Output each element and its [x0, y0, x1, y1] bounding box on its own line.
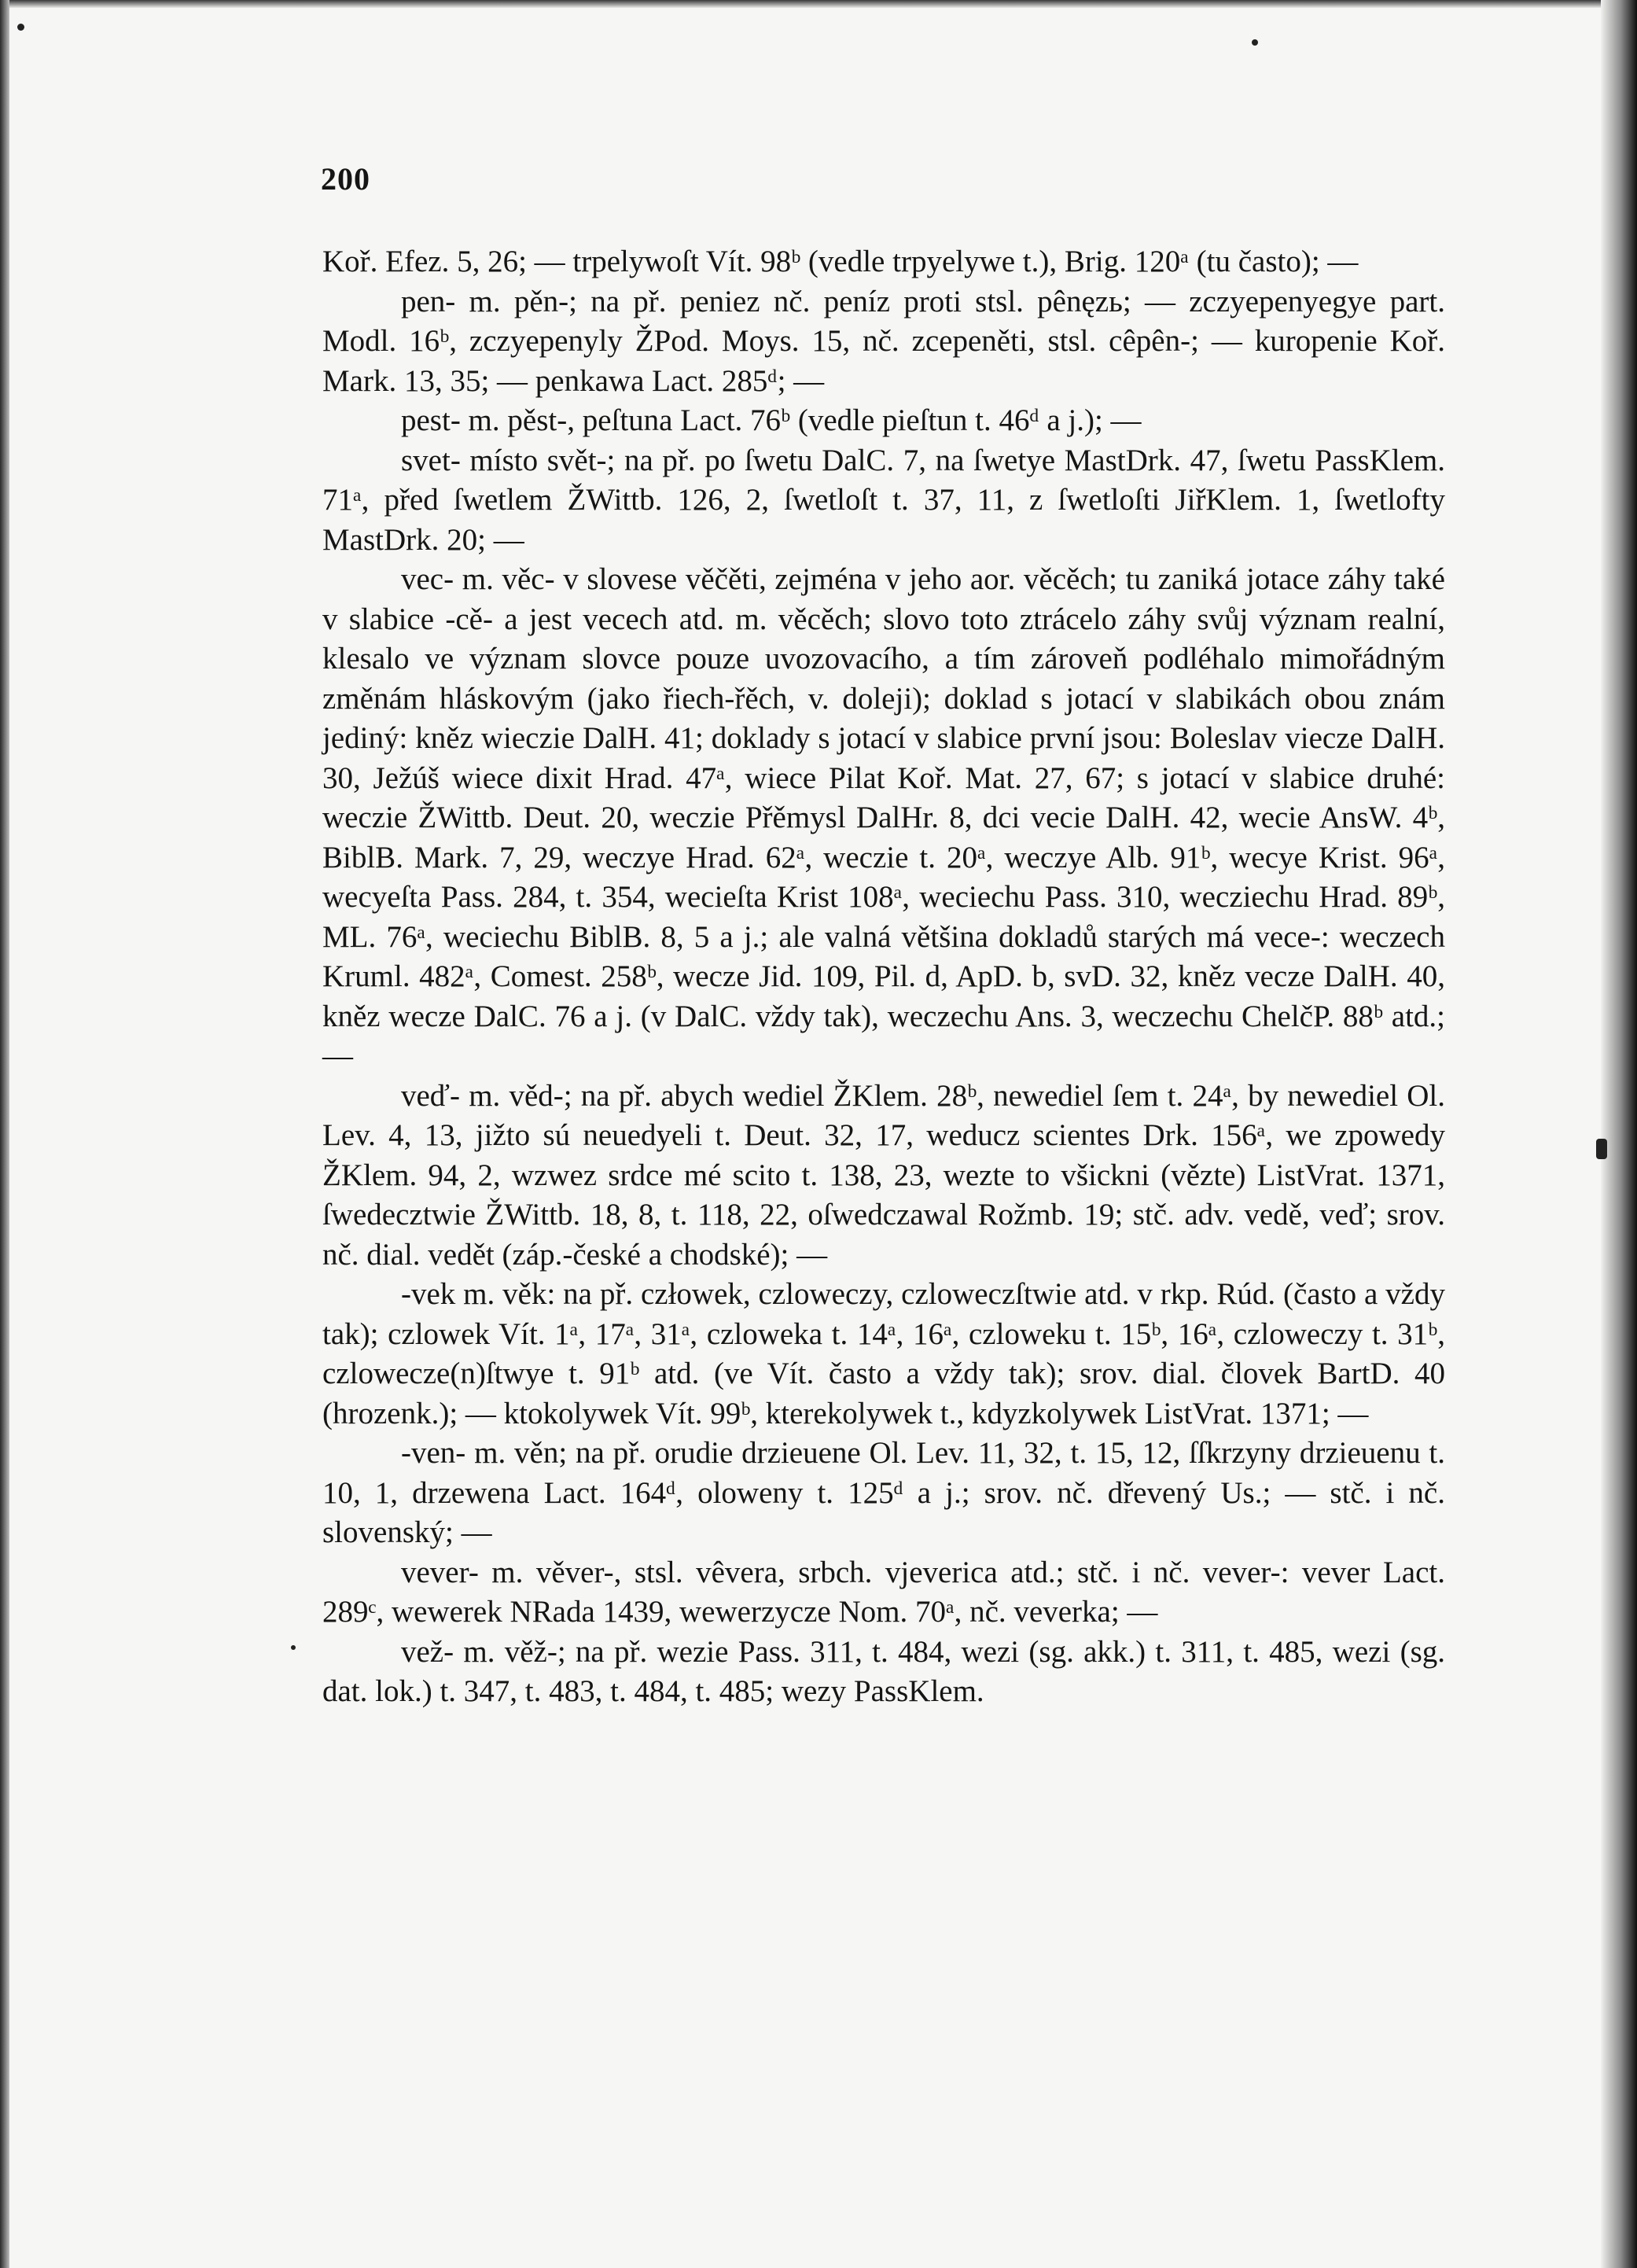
- speck-mark: [1252, 39, 1258, 46]
- speck-mark: [291, 1645, 296, 1650]
- entry-svet: svet- místo svět-; na př. po ſwetu DalC. 7, na ſwetye MastDrk. 47, ſwetu PassKlem. 71ᵃ, před ſwetlem ŽWittb. 126, 2, ſwetloſt t. 37, 11, z ſwetloſti JiřKlem. 1, ſwetlofty MastDrk. 20; —: [322, 443, 1445, 557]
- entry-vever: vever- m. věver-, stsl. vêvera, srbch. vjeverica atd.; stč. i nč. vever-: vever Lact. 289ᶜ, wewerek NRada 1439, wewerzycze Nom. 70ᵃ, nč. veverka; —: [322, 1555, 1445, 1629]
- paragraph-1: Koř. Efez. 5, 26; — trpelywoſt Vít. 98ᵇ (vedle trpyelywe t.), Brig. 120ᵃ (tu často); —: [322, 245, 1359, 278]
- entry-vez: vež- m. věž-; na př. wezie Pass. 311, t. 484, wezi (sg. akk.) t. 311, t. 485, wezi (sg. dat. lok.) t. 347, t. 483, t. 484, t. 485; wezy PassKlem.: [322, 1634, 1445, 1708]
- page-top-edge: [0, 0, 1637, 8]
- entry-vec: vec- m. věc- v slovese věčěti, zejména v jeho aor. věcěch; tu zaniká jotace záhy také v slabice -cě- a jest vecech atd. m. věcěch; slovo toto ztrácelo záhy svůj význam realní, klesalo ve význam slovce pouze uvozovacího, a tím zároveň podléhalo mimořádným změnám hláskovým (jako řiech-řěch, v. doleji); doklad s jotací v slabikách obou znám jediný: kněz wieczie DalH. 41; doklady s jotací v slabice první jsou: Boleslav viecze DalH. 30, Ježúš wiece dixit Hrad. 47ᵃ, wiece Pilat Koř. Mat. 27, 67; s jotací v slabice druhé: weczie ŽWittb. Deut. 20, weczie Přěmysl DalHr. 8, dci vecie DalH. 42, wecie AnsW. 4ᵇ, BiblB. Mark. 7, 29, weczye Hrad. 62ᵃ, weczie t. 20ᵃ, weczye Alb. 91ᵇ, wecye Krist. 96ᵃ, wecyeſta Pass. 284, t. 354, wecieſta Krist 108ᵃ, weciechu Pass. 310, wecziechu Hrad. 89ᵇ, ML. 76ᵃ, weciechu BiblB. 8, 5 a j.; ale valná většina dokladů starých má vece-: weczech Kruml. 482ᵃ, Comest. 258ᵇ, wecze Jid. 109, Pil. d, ApD. b, svD. 32, kněz vecze DalH. 40, kněz wecze DalC. 76 a j. (v DalC. vždy tak), weczechu Ans. 3, weczechu ChelčP. 88ᵇ atd.; —: [322, 562, 1445, 1073]
- entry-ved: veď- m. věd-; na př. abych wediel ŽKlem. 28ᵇ, newediel ſem t. 24ᵃ, by newediel Ol. Lev. 4, 13, jižto sú neuedyeli t. Deut. 32, 17, weducz scientes Drk. 156ᵃ, we zpowedy ŽKlem. 94, 2, wzwez srdce mé scito t. 138, 23, wezte to všickni (vězte) ListVrat. 1371, ſwedecztwie ŽWittb. 18, 8, t. 118, 22, oſwedczawal Rožmb. 19; stč. adv. vedě, veď; srov. nč. dial. vedět (záp.-české a chodské); —: [322, 1078, 1445, 1272]
- entry-ven: -ven- m. věn; na př. orudie drzieuene Ol. Lev. 11, 32, t. 15, 12, ſſkrzyny drzieuenu t. 10, 1, drzewena Lact. 164ᵈ, oloweny t. 125ᵈ a j.; srov. nč. dřevený Us.; — stč. i nč. slovenský; —: [322, 1436, 1445, 1549]
- entry-vek: -vek m. věk: na př. człowek, czloweczy, czloweczſtwie atd. v rkp. Rúd. (často a vždy tak); czlowek Vít. 1ᵃ, 17ᵃ, 31ᵃ, czloweka t. 14ᵃ, 16ᵃ, czloweku t. 15ᵇ, 16ᵃ, czloweczy t. 31ᵇ, czlowecze(n)ſtwye t. 91ᵇ atd. (ve Vít. často a vždy tak); srov. dial. človek BartD. 40 (hrozenk.); — ktokolywek Vít. 99ᵇ, kterekolywek t., kdyzkolywek ListVrat. 1371; —: [322, 1277, 1445, 1430]
- page-left-edge: [0, 0, 9, 2268]
- speck-mark: [1596, 1139, 1607, 1159]
- speck-mark: [17, 24, 24, 31]
- entry-pest: pest- m. pěst-, peſtuna Lact. 76ᵇ (vedle pieſtun t. 46ᵈ a j.); —: [401, 403, 1142, 437]
- entry-pen: pen- m. pěn-; na př. peniez nč. peníz proti stsl. pênęzь; — zczyepenyegye part. Modl. 16ᵇ, zczyepenyly ŽPod. Moys. 15, nč. zcepeněti, stsl. cêpên-; — kuropenie Koř. Mark. 13, 35; — penkawa Lact. 285ᵈ; —: [322, 284, 1445, 398]
- page-right-edge: [1601, 0, 1637, 2268]
- body-text: [322, 242, 1445, 1712]
- page-number: 200: [321, 161, 370, 197]
